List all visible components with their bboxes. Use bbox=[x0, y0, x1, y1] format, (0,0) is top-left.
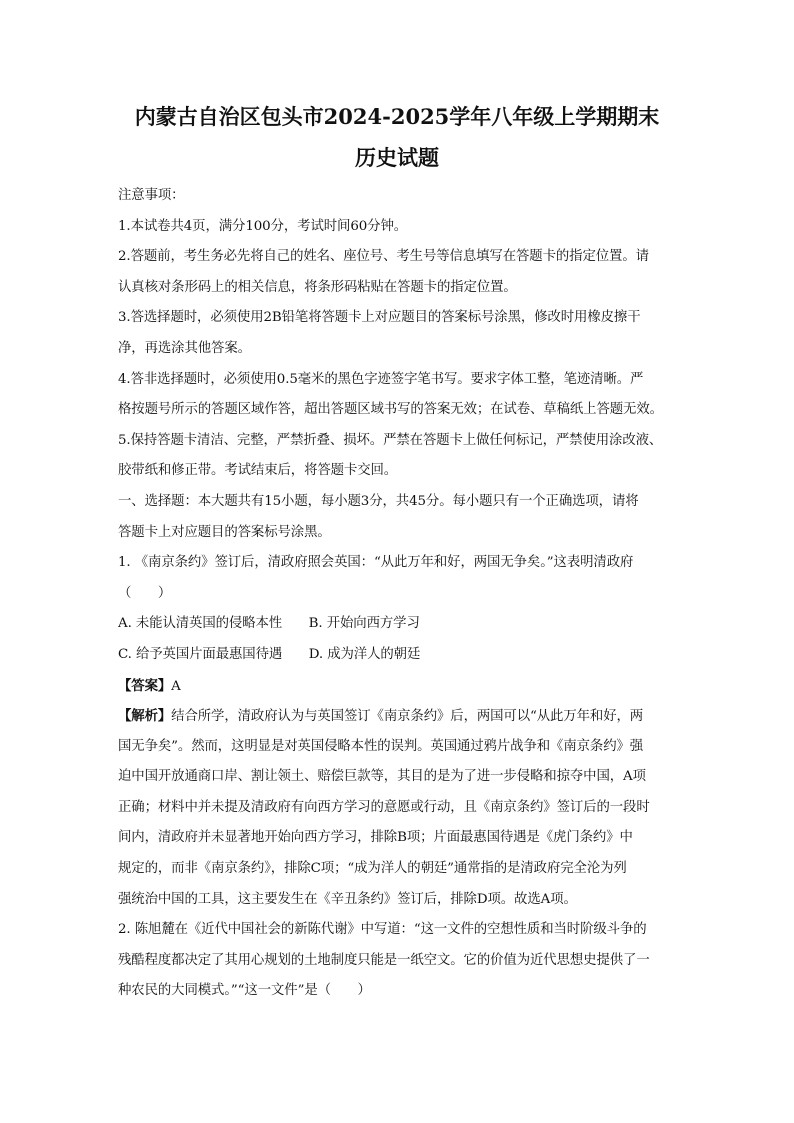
question-1-analysis: 【解析】结合所学，清政府认为与英国签订《南京条约》后，两国可以“从此万年和好，两 bbox=[118, 708, 644, 725]
answer-label: 【解析】 bbox=[118, 708, 172, 725]
section-heading: 答题卡上对应题目的答案标号涂黑。 bbox=[118, 524, 331, 540]
document-subtitle: 历史试题 bbox=[355, 145, 439, 170]
question-1-blank: （ ） bbox=[118, 585, 172, 601]
notice-item: 3.答选择题时，必须使用2B铅笔将答题卡上对应题目的答案标号涂黑，修改时用橡皮擦干 bbox=[118, 310, 641, 326]
question-1-analysis: 规定的，而非《南京条约》，排除C项；“成为洋人的朝廷”通常指的是清政府完全沦为列 bbox=[118, 861, 627, 877]
question-2-stem: 种农民的大同模式。”“这一文件”是（ ） bbox=[118, 983, 371, 999]
question-1-analysis: 强统治中国的工具，这主要发生在《辛丑条约》签订后，排除D项。故选A项。 bbox=[118, 891, 577, 907]
question-2-stem: 残酷程度都决定了其用心规划的土地制度只能是一纸空文。它的价值为近代思想史提供了一 bbox=[118, 952, 650, 968]
document-body bbox=[118, 181, 678, 1007]
notice-item: 净，再选涂其他答案。 bbox=[118, 340, 251, 356]
notice-item: 格按题号所示的答题区域作答，超出答题区域书写的答案无效；在试卷、草稿纸上答题无效。 bbox=[118, 402, 663, 418]
notice-item: 2.答题前，考生务必先将自己的姓名、座位号、考生号等信息填写在答题卡的指定位置。请 bbox=[118, 249, 649, 265]
question-1-options: A. 未能认清英国的侵略本性 B. 开始向西方学习 bbox=[118, 616, 420, 632]
question-1-analysis: 正确；材料中并未提及清政府有向西方学习的意愿或行动，且《南京条约》签订后的一段时 bbox=[118, 799, 650, 815]
question-1-analysis: 间内，清政府并未显著地开始向西方学习，排除B项；片面最惠国待遇是《虎门条约》中 bbox=[118, 830, 633, 846]
notice-item: 认真核对条形码上的相关信息，将条形码粘贴在答题卡的指定位置。 bbox=[118, 279, 517, 295]
section-heading: 一、选择题：本大题共有15小题，每小题3分，共45分。每小题只有一个正确选项，请将 bbox=[118, 493, 639, 509]
question-1-stem: 1. 《南京条约》签订后，清政府照会英国：“从此万年和好，两国无争矣。”这表明清政府 bbox=[118, 555, 634, 571]
question-1-options: C. 给予英国片面最惠国待遇 D. 成为洋人的朝廷 bbox=[118, 646, 421, 662]
notice-item: 4.答非选择题时，必须使用0.5毫米的黑色字迹签字笔书写。要求字体工整，笔迹清晰。严 bbox=[118, 371, 644, 387]
question-1-answer: 【答案】A bbox=[118, 677, 181, 694]
question-1-analysis: 国无争矣”。然而，这明显是对英国侵略本性的误判。英国通过鸦片战争和《南京条约》强 bbox=[118, 738, 644, 754]
question-1-analysis: 迫中国开放通商口岸、割让领土、赔偿巨款等，其目的是为了进一步侵略和掠夺中国，A项 bbox=[118, 769, 646, 785]
notice-heading: 注意事项： bbox=[118, 188, 185, 203]
document-title: 内蒙古自治区包头市2024-2025学年八年级上学期期末 bbox=[134, 104, 660, 129]
question-2-stem: 2. 陈旭麓在《近代中国社会的新陈代谢》中写道：“这一文件的空想性质和当时阶级斗争的 bbox=[118, 922, 647, 938]
notice-item: 1.本试卷共4页，满分100分，考试时间60分钟。 bbox=[118, 218, 408, 234]
answer-label: 【答案】 bbox=[118, 677, 172, 694]
notice-item: 胶带纸和修正带。考试结束后，将答题卡交回。 bbox=[118, 463, 398, 479]
notice-item: 5.保持答题卡清洁、完整，严禁折叠、损坏。严禁在答题卡上做任何标记，严禁使用涂改液、 bbox=[118, 432, 663, 448]
